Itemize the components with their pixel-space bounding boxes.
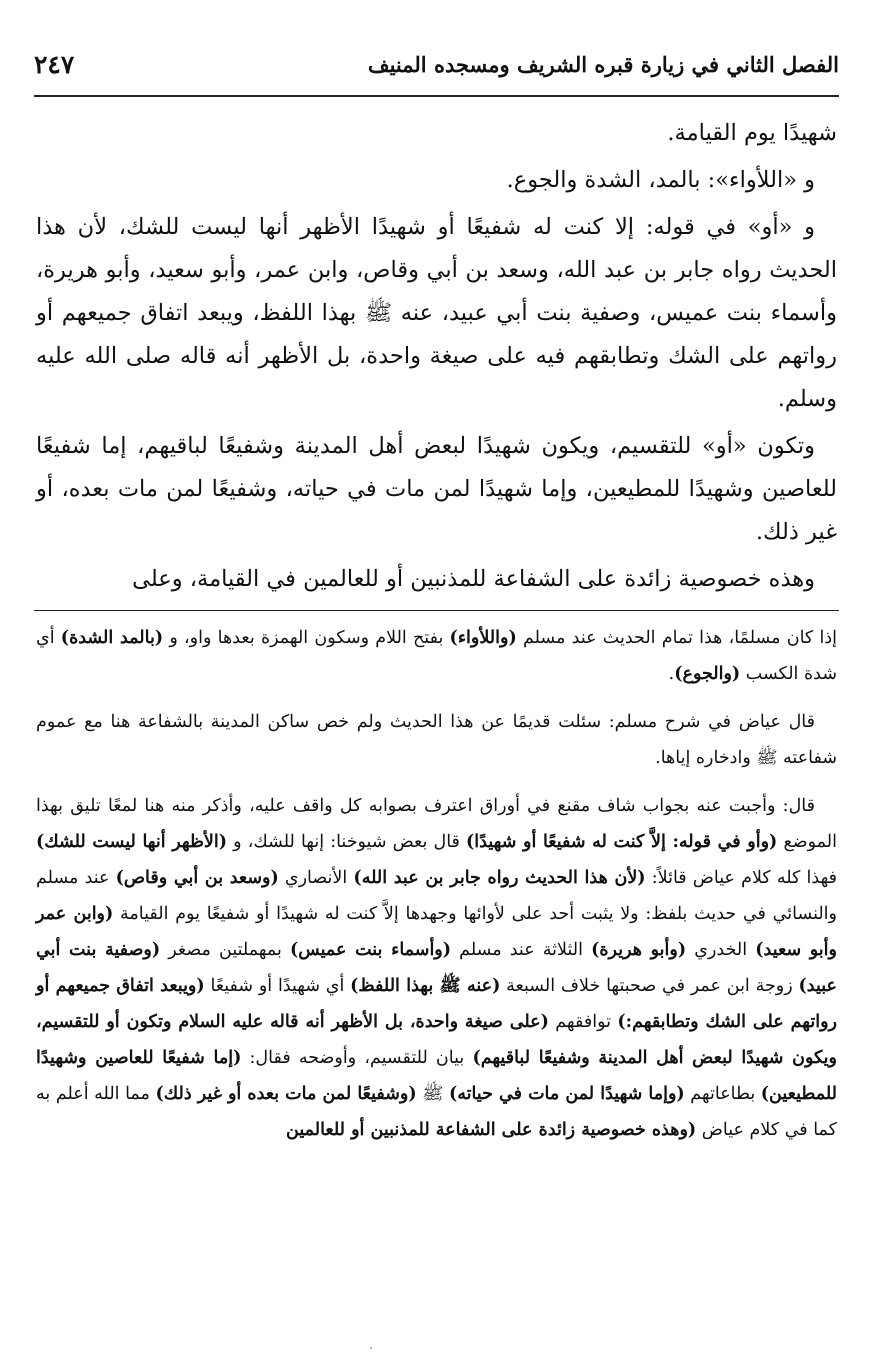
commentary-quote: (وأو في قوله: إلاَّ كنت له شفيعًا أو شهيدًا) — [466, 832, 778, 852]
main-paragraph: شهيدًا يوم القيامة. — [667, 120, 837, 146]
commentary-quote: (وأبو هريرة) — [591, 940, 687, 960]
commentary-text: توافقهم — [548, 1012, 618, 1032]
commentary-quote: (وسعد بن أبي وقاص) — [115, 868, 279, 888]
commentary-paragraph — [36, 788, 837, 1148]
commentary — [36, 620, 837, 1160]
header-rule — [34, 95, 839, 97]
commentary-paragraph — [36, 620, 837, 692]
commentary-text: الخدري — [686, 940, 756, 960]
page-number: ٢٤٧ — [34, 49, 75, 79]
commentary-text: بمهملتين مصغر — [160, 940, 290, 960]
commentary-quote: (إما شفيعًا للعاصين وشهيدًا للمطيعين) — [36, 1048, 837, 1104]
main-paragraph: وتكون «أو» للتقسيم، ويكون شهيدًا لبعض أهل المدينة وشفيعًا لباقيهم، إما شفيعًا للعاصين وشهيدًا للمطيعين، وإما شهيدًا لمن مات في حياته، وشفيعًا لمن مات بعده، أو غير ذلك. — [36, 433, 837, 545]
commentary-quote: (بالمد الشدة) — [60, 628, 164, 648]
main-paragraph: و «أو» في قوله: إلا كنت له شفيعًا أو شهيدًا الأظهر أنها ليست للشك، لأن هذا الحديث رواه جابر بن عبد الله، وسعد بن أبي وقاص، وابن عمر، وأبو سعيد، وأبو هريرة، وأسماء بنت عميس، وصفية بنت أبي عبيد، عنه ﷺ بهذا اللفظ، ويبعد اتفاق جميعهم أو رواتهم على الشك وتطابقهم فيه على صيغة واحدة، بل الأظهر أنه قاله صلى الله عليه وسلم. — [36, 214, 837, 412]
footnote-separator — [34, 610, 839, 611]
commentary-text: بفتح اللام وسكون الهمزة بعدها واو، و — [163, 628, 450, 648]
commentary-quote: (وشفيعًا لمن مات بعده أو غير ذلك) — [155, 1084, 417, 1104]
commentary-text: . — [668, 664, 675, 684]
commentary-text: عند مسلم والنسائي في حديث بلفظ: ولا يثبت أحد على لأوائها وجهدها إلاَّ كنت له شهيدًا أو شفيعًا يوم القيامة — [36, 868, 837, 924]
commentary-quote: (لأن هذا الحديث رواه جابر بن عبد الله) — [353, 868, 646, 888]
page-header — [34, 40, 839, 88]
commentary-text: مما الله أعلم به كما في كلام عياض — [36, 1084, 837, 1140]
commentary-quote: (على صيغة واحدة، بل الأظهر أنه قاله عليه السلام وتكون أو للتقسيم، ويكون شهيدًا لبعض أهل المدينة وشفيعًا لباقيهم) — [36, 1012, 837, 1068]
commentary-text: قال: وأجبت عنه بجواب شاف مقنع في أوراق اعترف بصوابه كل واقف عليه، وأذكر منه هنا لمعًا تليق بهذا الموضع — [36, 796, 837, 852]
commentary-quote: (عنه ﷺ بهذا اللفظ) — [350, 976, 501, 996]
commentary-quote: (وابن عمر وأبو سعيد) — [36, 904, 837, 960]
commentary-paragraph: قال عياض في شرح مسلم: سئلت قديمًا عن هذا الحديث ولم خص ساكن المدينة بالشفاعة هنا مع عموم شفاعته ﷺ وادخاره إياها. — [36, 712, 837, 768]
commentary-quote: (واللأواء) — [449, 628, 517, 648]
commentary-text: إذا كان مسلمًا، هذا تمام الحديث عند مسلم — [516, 628, 838, 648]
scan-speck — [370, 1347, 372, 1349]
commentary-quote: (والجوع) — [674, 664, 741, 684]
commentary-quote: (ويبعد اتفاق جميعهم أو رواتهم على الشك وتطابقهم:) — [36, 976, 837, 1032]
commentary-text: الثلاثة عند مسلم — [451, 940, 592, 960]
commentary-quote: (وصفية بنت أبي عبيد) — [36, 940, 837, 996]
commentary-quote: (الأظهر أنها ليست للشك) — [36, 832, 228, 852]
commentary-text: أي شهيدًا أو شفيعًا — [204, 976, 351, 996]
commentary-text: أي شدة الكسب — [36, 628, 837, 684]
commentary-text: بيان للتقسيم، وأوضحه فقال: — [241, 1048, 473, 1068]
commentary-text: الأنصاري — [278, 868, 354, 888]
commentary-text: زوجة ابن عمر في صحبتها خلاف السبعة — [500, 976, 799, 996]
commentary-quote: (وأسماء بنت عميس) — [290, 940, 452, 960]
commentary-text: بطاعاتهم — [684, 1084, 761, 1104]
commentary-quote: (وإما شهيدًا لمن مات في حياته) — [448, 1084, 685, 1104]
main-paragraph: و «اللأواء»: بالمد، الشدة والجوع. — [506, 167, 815, 193]
main-text — [36, 112, 837, 605]
commentary-text: قال بعض شيوخنا: إنها للشك، و — [227, 832, 467, 852]
main-paragraph: وهذه خصوصية زائدة على الشفاعة للمذنبين أو للعالمين في القيامة، وعلى — [132, 566, 815, 592]
commentary-quote: (وهذه خصوصية زائدة على الشفاعة للمذنبين أو للعالمين — [286, 1120, 697, 1140]
running-title: الفصل الثاني في زيارة قبره الشريف ومسجده المنيف — [367, 51, 839, 77]
commentary-text: فهذا كله كلام عياض قائلاً: — [645, 868, 838, 888]
commentary-text: ﷺ — [416, 1084, 449, 1104]
